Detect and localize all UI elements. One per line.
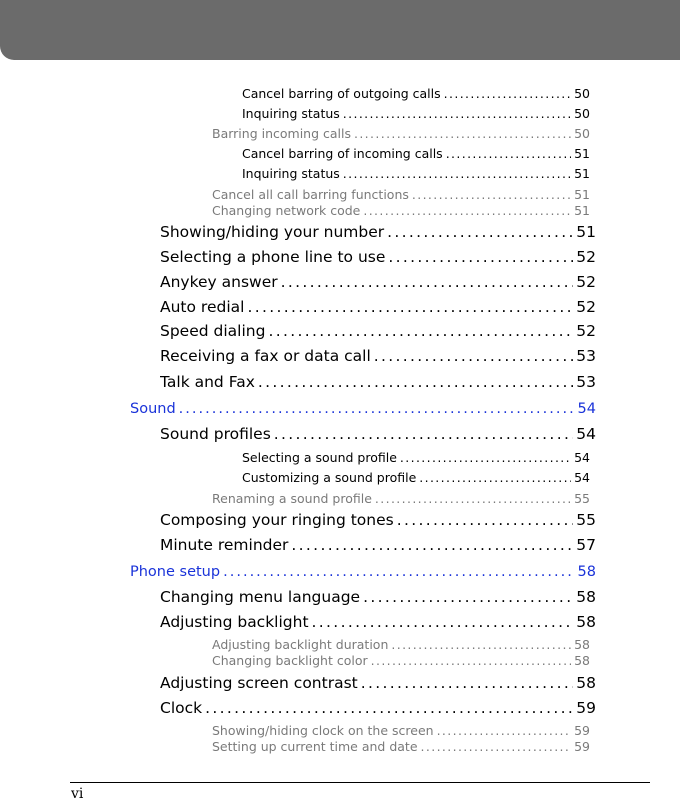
toc-entry[interactable]: Showing/hiding clock on the screen . . . 59	[212, 723, 590, 738]
toc-entry[interactable]: Minute reminder . . . 57	[160, 536, 596, 554]
toc-entry[interactable]: Receiving a fax or data call . . . 53	[160, 347, 596, 365]
toc-section-sound[interactable]: Sound . . . 54	[130, 401, 596, 417]
toc-entry[interactable]: Showing/hiding your number . . . 51	[160, 223, 596, 241]
header-bar	[0, 0, 680, 60]
toc-entry[interactable]: Adjusting backlight duration . . . 58	[212, 637, 590, 652]
toc-entry[interactable]: Changing network code . . . 51	[212, 203, 590, 218]
toc-entry[interactable]: Changing menu language . . . 58	[160, 588, 596, 606]
footer-rule	[70, 782, 650, 783]
toc-entry[interactable]: Talk and Fax . . . 53	[160, 373, 596, 391]
toc-entry[interactable]: Renaming a sound profile . . . 55	[212, 491, 590, 506]
toc-entry[interactable]: Setting up current time and date . . . 59	[212, 739, 590, 754]
toc-entry[interactable]: Changing backlight color . . . 58	[212, 653, 590, 668]
toc-entry[interactable]: Auto redial . . . 52	[160, 298, 596, 316]
toc-entry[interactable]: Anykey answer . . . 52	[160, 273, 596, 291]
toc-entry[interactable]: Barring incoming calls . . . 50	[212, 126, 590, 141]
toc-entry[interactable]: Adjusting screen contrast . . . 58	[160, 674, 596, 692]
toc-entry[interactable]: Cancel barring of outgoing calls . . . 50	[242, 86, 590, 101]
toc-entry[interactable]: Cancel all call barring functions . . . 51	[212, 187, 590, 202]
toc-entry[interactable]: Clock . . . 59	[160, 699, 596, 717]
toc-entry[interactable]: Composing your ringing tones . . . 55	[160, 511, 596, 529]
toc-section-phone-setup[interactable]: Phone setup . . . 58	[130, 564, 596, 580]
page-number: vi	[71, 786, 84, 802]
toc-entry[interactable]: Inquiring status . . . 50	[242, 106, 590, 121]
toc-entry[interactable]: Speed dialing . . . 52	[160, 322, 596, 340]
toc-entry[interactable]: Customizing a sound profile . . . 54	[242, 470, 590, 485]
toc-entry[interactable]: Inquiring status . . . 51	[242, 166, 590, 181]
toc-entry[interactable]: Selecting a phone line to use . . . 52	[160, 248, 596, 266]
toc-entry[interactable]: Adjusting backlight . . . 58	[160, 613, 596, 631]
toc-entry[interactable]: Selecting a sound profile . . . 54	[242, 450, 590, 465]
toc-entry[interactable]: Sound profiles . . . 54	[160, 425, 596, 443]
toc-entry[interactable]: Cancel barring of incoming calls . . . 51	[242, 146, 590, 161]
